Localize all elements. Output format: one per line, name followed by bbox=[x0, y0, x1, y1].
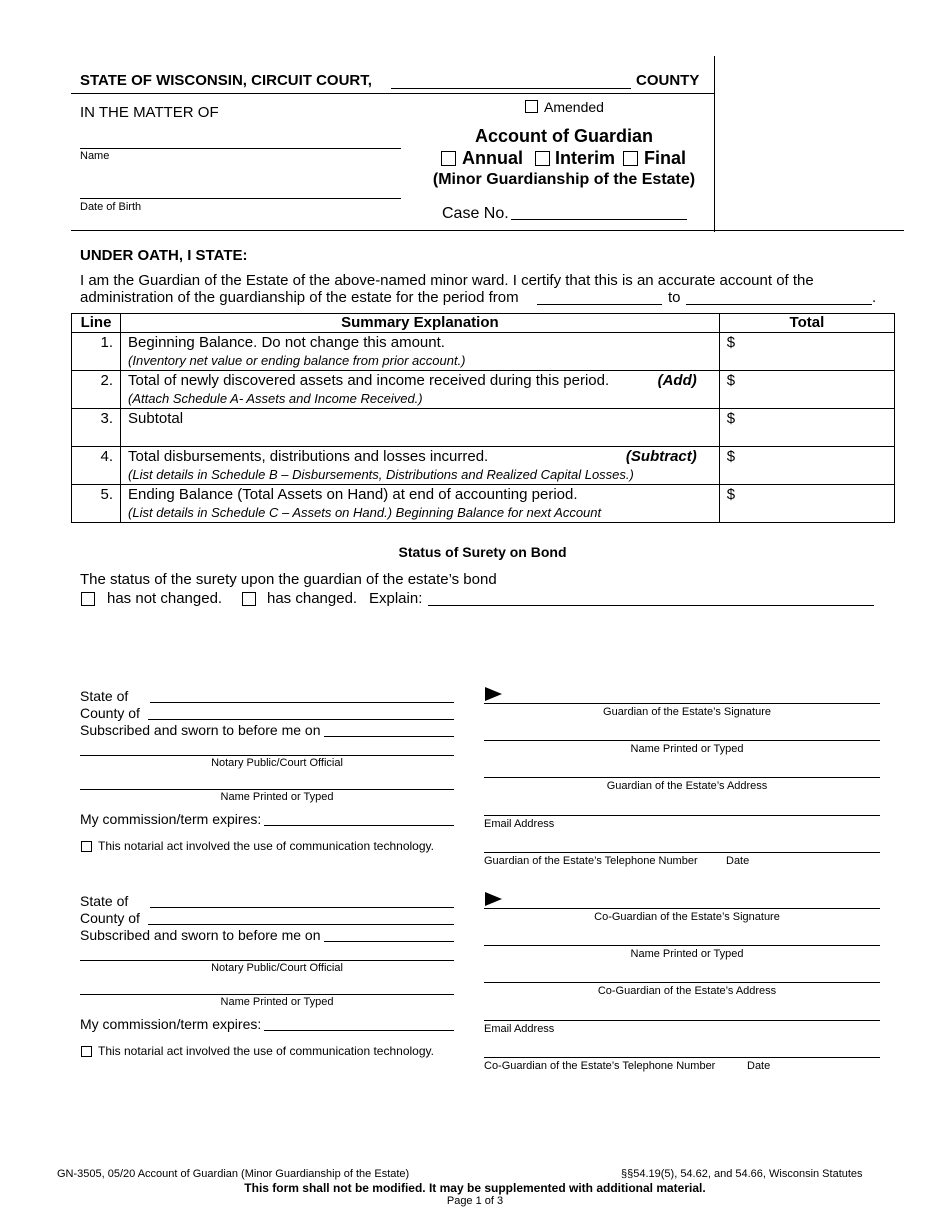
state-of-label-2: State of bbox=[80, 893, 129, 909]
modification-notice: This form shall not be modified. It may be supplemented with additional material. bbox=[244, 1181, 706, 1195]
notary-official-label-2: Notary Public/Court Official bbox=[211, 962, 343, 974]
commission-label-2: My commission/term expires: bbox=[80, 1016, 262, 1032]
row-sub-text: (List details in Schedule B – Disbursements, Distributions and Realized Capital Losses.) bbox=[128, 467, 634, 482]
row-main-text: Total of newly discovered assets and income received during this period. bbox=[128, 372, 610, 389]
line-number: 5. bbox=[72, 485, 121, 523]
row-main-text: Ending Balance (Total Assets on Hand) at end of accounting period. bbox=[128, 486, 578, 503]
coguardian-name-label: Name Printed or Typed bbox=[630, 948, 744, 960]
case-no-label: Case No. bbox=[442, 205, 509, 222]
signature-arrow-icon bbox=[485, 687, 502, 701]
guardian-telephone-label: Guardian of the Estate’s Telephone Number bbox=[484, 855, 698, 867]
row-total-field[interactable]: $ bbox=[719, 333, 894, 371]
coguardian-telephone-label: Co-Guardian of the Estate’s Telephone Number bbox=[484, 1060, 716, 1072]
explain-label: Explain: bbox=[369, 590, 423, 607]
summary-table bbox=[71, 313, 895, 523]
form-id: GN-3505, 05/20 Account of Guardian (Minor Guardianship of the Estate) bbox=[57, 1168, 410, 1180]
guardian-address-label: Guardian of the Estate’s Address bbox=[606, 780, 768, 792]
county-of-label: County of bbox=[80, 705, 140, 721]
not-changed-checkbox[interactable] bbox=[81, 592, 95, 606]
line-number: 2. bbox=[72, 371, 121, 409]
table-row bbox=[72, 371, 895, 409]
state-of-field[interactable] bbox=[150, 702, 454, 703]
row-main-text: Beginning Balance. Do not change this amount. bbox=[128, 334, 445, 351]
table-row bbox=[72, 485, 895, 523]
county-of-field-2[interactable] bbox=[148, 924, 454, 925]
row-main-text: Subtotal bbox=[128, 410, 184, 427]
name-label: Name bbox=[80, 150, 110, 162]
row-sub-text: (Attach Schedule A- Assets and Income Received.) bbox=[128, 391, 423, 406]
technology-label: This notarial act involved the use of communication technology. bbox=[98, 839, 434, 853]
surety-heading: Status of Surety on Bond bbox=[398, 544, 567, 560]
guardian-signature-field[interactable] bbox=[484, 703, 880, 704]
subscribed-date-field-2[interactable] bbox=[324, 941, 454, 942]
coguardian-telephone-field[interactable] bbox=[484, 1057, 880, 1058]
row-explanation bbox=[121, 333, 720, 371]
caption-divider-top bbox=[71, 93, 714, 94]
county-field[interactable] bbox=[391, 88, 631, 89]
row-explanation bbox=[121, 485, 720, 523]
notary-name-field[interactable] bbox=[80, 789, 454, 790]
row-sub-text: (List details in Schedule C – Assets on Hand.) Beginning Balance for next Account bbox=[128, 505, 602, 520]
county-of-label-2: County of bbox=[80, 910, 140, 926]
subscribed-date-field[interactable] bbox=[324, 736, 454, 737]
coguardian-signature-field[interactable] bbox=[484, 908, 880, 909]
guardian-signature-label: Guardian of the Estate’s Signature bbox=[603, 706, 771, 718]
commission-field[interactable] bbox=[264, 825, 454, 826]
changed-checkbox[interactable] bbox=[242, 592, 256, 606]
guardian-email-field[interactable] bbox=[484, 815, 880, 816]
explain-field[interactable] bbox=[428, 605, 874, 606]
notary-name-label-2: Name Printed or Typed bbox=[220, 996, 334, 1008]
technology-checkbox[interactable] bbox=[81, 841, 92, 852]
in-matter-label: IN THE MATTER OF bbox=[80, 104, 219, 121]
final-label: Final bbox=[644, 148, 687, 168]
name-field[interactable] bbox=[80, 148, 401, 149]
coguardian-email-label: Email Address bbox=[484, 1023, 555, 1035]
header-explanation: Summary Explanation bbox=[121, 314, 720, 333]
state-of-field-2[interactable] bbox=[150, 907, 454, 908]
guardian-address-field[interactable] bbox=[484, 777, 880, 778]
table-row bbox=[72, 409, 895, 447]
guardian-telephone-field[interactable] bbox=[484, 852, 880, 853]
technology-label-2: This notarial act involved the use of communication technology. bbox=[98, 1044, 434, 1058]
oath-line-1: I am the Guardian of the Estate of the above-named minor ward. I certify that this is an accurate account of the bbox=[80, 272, 814, 289]
caption-divider-bottom bbox=[71, 230, 904, 231]
coguardian-address-field[interactable] bbox=[484, 982, 880, 983]
surety-intro: The status of the surety upon the guardian of the estate’s bond bbox=[80, 571, 497, 588]
statutes: §§54.19(5), 54.62, and 54.66, Wisconsin Statutes bbox=[621, 1168, 863, 1180]
period-from-field[interactable] bbox=[537, 304, 662, 305]
line-number: 3. bbox=[72, 409, 121, 447]
commission-field-2[interactable] bbox=[264, 1030, 454, 1031]
row-total-field[interactable]: $ bbox=[719, 485, 894, 523]
annual-label: Annual bbox=[462, 148, 523, 168]
signature-arrow-icon bbox=[485, 892, 502, 906]
row-explanation bbox=[121, 371, 720, 409]
row-total-field[interactable]: $ bbox=[719, 409, 894, 447]
row-operation-tag: (Add) bbox=[657, 372, 697, 389]
notary-signature-field[interactable] bbox=[80, 755, 454, 756]
interim-checkbox[interactable] bbox=[535, 151, 550, 166]
state-of-label: State of bbox=[80, 688, 129, 704]
table-row bbox=[72, 333, 895, 371]
coguardian-address-label: Co-Guardian of the Estate’s Address bbox=[597, 985, 777, 997]
table-header-row bbox=[72, 314, 895, 333]
oath-heading: UNDER OATH, I STATE: bbox=[80, 247, 248, 264]
notary-signature-field-2[interactable] bbox=[80, 960, 454, 961]
header-total: Total bbox=[719, 314, 894, 333]
row-explanation bbox=[121, 447, 720, 485]
amended-checkbox[interactable] bbox=[525, 100, 538, 113]
guardian-name-label: Name Printed or Typed bbox=[630, 743, 744, 755]
coguardian-date-label: Date bbox=[747, 1060, 771, 1072]
period-to-field[interactable] bbox=[686, 304, 872, 305]
not-changed-label: has not changed. bbox=[107, 590, 223, 607]
final-checkbox[interactable] bbox=[623, 151, 638, 166]
court-label: STATE OF WISCONSIN, CIRCUIT COURT, bbox=[80, 72, 372, 89]
technology-checkbox-2[interactable] bbox=[81, 1046, 92, 1057]
table-row bbox=[72, 447, 895, 485]
row-total-field[interactable]: $ bbox=[719, 371, 894, 409]
notary-official-label: Notary Public/Court Official bbox=[211, 757, 343, 769]
coguardian-email-field[interactable] bbox=[484, 1020, 880, 1021]
subscribed-label-2: Subscribed and sworn to before me on bbox=[80, 927, 321, 943]
page-number: Page 1 of 3 bbox=[446, 1195, 504, 1207]
interim-label: Interim bbox=[555, 148, 616, 168]
row-total-field[interactable]: $ bbox=[719, 447, 894, 485]
dob-field[interactable] bbox=[80, 198, 401, 199]
line-number: 4. bbox=[72, 447, 121, 485]
commission-label: My commission/term expires: bbox=[80, 811, 262, 827]
header-line: Line bbox=[72, 314, 121, 333]
form-title: Account of Guardian bbox=[474, 126, 653, 146]
case-no-field[interactable] bbox=[511, 219, 687, 220]
form-subtitle: (Minor Guardianship of the Estate) bbox=[432, 171, 696, 188]
row-sub-text: (Inventory net value or ending balance from prior account.) bbox=[128, 353, 466, 368]
county-of-field[interactable] bbox=[148, 719, 454, 720]
guardian-date-label: Date bbox=[726, 855, 750, 867]
oath-line-2: administration of the guardianship of the estate for the period from bbox=[80, 289, 519, 306]
period-end-dot: . bbox=[872, 289, 877, 306]
notary-name-field-2[interactable] bbox=[80, 994, 454, 995]
subscribed-label: Subscribed and sworn to before me on bbox=[80, 722, 321, 738]
row-explanation bbox=[121, 409, 720, 447]
row-main-text: Total disbursements, distributions and losses incurred. bbox=[128, 448, 489, 465]
period-to-label: to bbox=[668, 289, 681, 306]
coguardian-signature-label: Co-Guardian of the Estate’s Signature bbox=[594, 911, 780, 923]
dob-label: Date of Birth bbox=[80, 201, 142, 213]
annual-checkbox[interactable] bbox=[441, 151, 456, 166]
row-operation-tag: (Subtract) bbox=[625, 448, 697, 465]
line-number: 1. bbox=[72, 333, 121, 371]
guardian-name-field[interactable] bbox=[484, 740, 880, 741]
changed-label: has changed. bbox=[267, 590, 358, 607]
county-label: COUNTY bbox=[636, 72, 700, 89]
coguardian-name-field[interactable] bbox=[484, 945, 880, 946]
guardian-email-label: Email Address bbox=[484, 818, 555, 830]
notary-name-label: Name Printed or Typed bbox=[220, 791, 334, 803]
amended-label: Amended bbox=[544, 99, 604, 115]
